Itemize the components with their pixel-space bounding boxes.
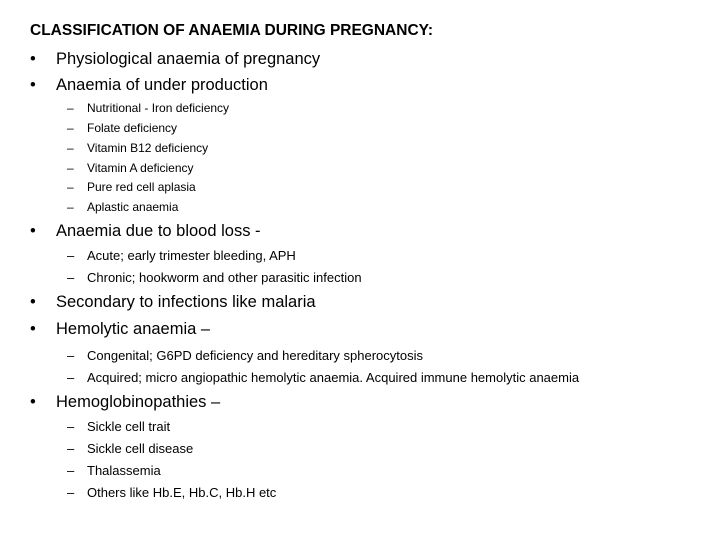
sub-item-label: Acquired; micro angiopathic hemolytic anaemia. Acquired immune hemolytic anaemia [87,370,580,385]
sub-item [67,370,579,385]
dash-icon: – [67,270,75,285]
list-item-hemoglobinopathies [30,393,220,412]
bullet-icon: • [30,50,36,68]
sub-item-label: Thalassemia [87,463,161,478]
list-item-label: Anaemia of under production [56,76,268,94]
list-item-infections [30,293,316,312]
list-item-blood-loss [30,222,261,241]
dash-icon: – [67,463,75,478]
sub-item-label: Folate deficiency [87,121,178,135]
list-item-label: Secondary to infections like malaria [56,293,316,311]
dash-icon: – [67,200,74,214]
sub-item-label: Vitamin A deficiency [87,161,194,175]
dash-icon: – [67,370,75,385]
dash-icon: – [67,161,74,175]
sub-item [67,180,196,194]
dash-icon: – [67,180,74,194]
list-item-label: Hemolytic anaemia – [56,320,211,338]
bullet-icon: • [30,76,36,94]
sub-item [67,141,208,155]
list-item-label: Anaemia due to blood loss - [56,222,261,240]
sub-item [67,248,296,263]
dash-icon: – [67,141,74,155]
dash-icon: – [67,101,74,115]
list-item-label: Physiological anaemia of pregnancy [56,50,321,68]
sub-item-label: Aplastic anaemia [87,200,179,214]
list-item-hemolytic [30,320,210,339]
sub-item [67,485,276,500]
sub-item [67,200,178,214]
sub-item-label: Pure red cell aplasia [87,180,196,194]
page-title: CLASSIFICATION OF ANAEMIA DURING PREGNANCY: [30,22,433,39]
sub-item [67,463,161,478]
list-item-under-production [30,76,268,95]
list-item-label: Hemoglobinopathies – [56,393,221,411]
dash-icon: – [67,248,75,263]
list-item-physiological [30,50,320,69]
dash-icon: – [67,121,74,135]
sub-item [67,348,423,363]
sub-item [67,270,362,285]
sub-item [67,101,229,115]
dash-icon: – [67,419,75,434]
bullet-icon: • [30,320,36,338]
bullet-icon: • [30,222,36,240]
sub-item-label: Congenital; G6PD deficiency and hereditary spherocytosis [87,348,424,363]
sub-item [67,121,177,135]
dash-icon: – [67,485,75,500]
sub-item [67,161,194,175]
dash-icon: – [67,348,75,363]
sub-item-label: Vitamin B12 deficiency [87,141,209,155]
sub-item-label: Nutritional - Iron deficiency [87,101,230,115]
bullet-icon: • [30,393,36,411]
sub-item-label: Others like Hb.E, Hb.C, Hb.H etc [87,485,277,500]
sub-item-label: Chronic; hookworm and other parasitic infection [87,270,362,285]
dash-icon: – [67,441,75,456]
sub-item-label: Sickle cell trait [87,419,171,434]
sub-item [67,419,170,434]
sub-item-label: Acute; early trimester bleeding, APH [87,248,296,263]
bullet-icon: • [30,293,36,311]
sub-item [67,441,193,456]
sub-item-label: Sickle cell disease [87,441,194,456]
